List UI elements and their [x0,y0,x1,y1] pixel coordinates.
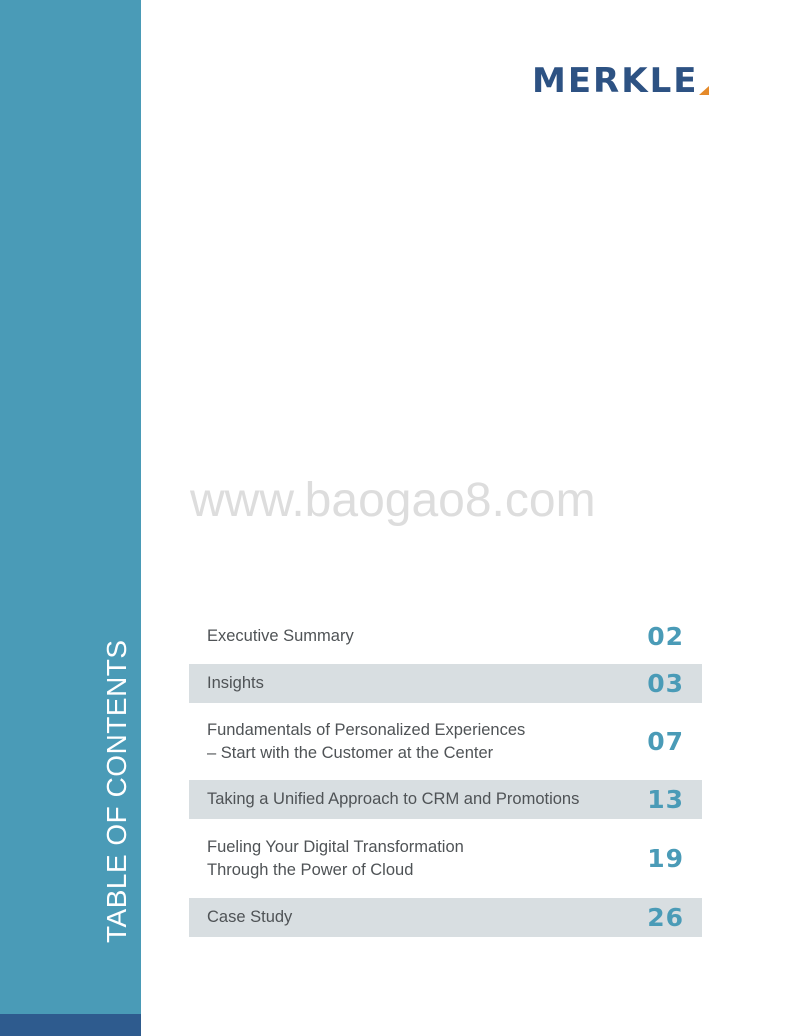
sidebar [0,0,141,1036]
table-of-contents [189,615,702,937]
toc-entry-executive-summary[interactable] [189,615,702,658]
toc-entry-page: 03 [647,669,684,698]
toc-entry-insights[interactable] [189,664,702,703]
toc-entry-page: 02 [647,622,684,651]
toc-entry-digital-transformation[interactable] [189,819,702,898]
toc-heading: TABLE OF CONTENTS [101,639,132,943]
toc-entry-label: Taking a Unified Approach to CRM and Promotions [207,790,580,808]
toc-entry-page: 19 [647,844,684,873]
toc-entry-page: 13 [647,785,684,814]
logo-wordmark: MERKLE [532,61,699,101]
toc-entry-page: 26 [647,903,684,932]
toc-entry-fundamentals[interactable] [189,703,702,780]
logo-accent-icon [699,86,709,95]
toc-entry-label: Case Study [207,908,293,926]
toc-entry-label: Fundamentals of Personalized Experiences – Start with the Customer at the Center [207,720,526,762]
toc-entry-label: Executive Summary [207,627,354,645]
toc-entry-page: 07 [647,727,684,756]
sidebar-footer-bar [0,1014,141,1036]
toc-entry-crm-promotions[interactable] [189,780,702,819]
toc-entry-label: Insights [207,674,264,692]
merkle-logo [532,61,709,101]
toc-entry-case-study[interactable] [189,898,702,937]
watermark: www.baogao8.com [190,474,596,527]
toc-entry-label: Fueling Your Digital Transformation Through the Power of Cloud [207,837,464,879]
